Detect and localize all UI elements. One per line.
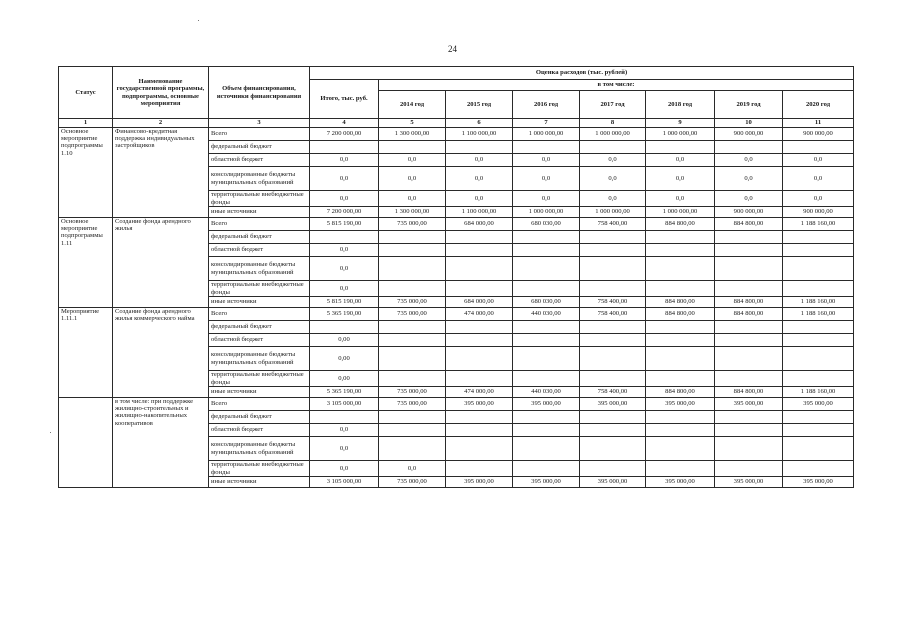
table-row (59, 308, 854, 321)
funding-source-cell: консолидированные бюджеты муниципальных образований (209, 437, 310, 461)
year-value-cell: 1 000 000,00 (646, 128, 715, 141)
status-cell: Основное мероприятие подпрограммы 1.11 (59, 218, 113, 308)
year-value-cell (379, 231, 446, 244)
year-value-cell: 0,0 (379, 167, 446, 191)
funding-source-cell: областной бюджет (209, 154, 310, 167)
year-value-cell: 0,0 (783, 167, 854, 191)
year-value-cell (646, 437, 715, 461)
year-value-cell (715, 424, 783, 437)
scan-speck (198, 20, 199, 21)
header-estimate: Оценка расходов (тыс. рублей) (310, 67, 854, 80)
funding-source-cell: консолидированные бюджеты муниципальных образований (209, 347, 310, 371)
year-value-cell (513, 347, 580, 371)
year-value-cell: 1 300 000,00 (379, 128, 446, 141)
year-value-cell: 0,0 (715, 167, 783, 191)
year-value-cell: 0,0 (646, 167, 715, 191)
year-value-cell (783, 437, 854, 461)
header-year: 2019 год (715, 91, 783, 119)
year-value-cell: 884 800,00 (646, 308, 715, 321)
funding-source-cell: консолидированные бюджеты муниципальных образований (209, 257, 310, 281)
year-value-cell (715, 437, 783, 461)
funding-source-cell: федеральный бюджет (209, 141, 310, 154)
year-value-cell (446, 461, 513, 477)
header-year: 2015 год (446, 91, 513, 119)
total-value-cell: 0,00 (310, 334, 379, 347)
year-value-cell (783, 424, 854, 437)
year-value-cell (513, 231, 580, 244)
year-value-cell (580, 244, 646, 257)
year-value-cell: 395 000,00 (446, 477, 513, 488)
year-value-cell (513, 321, 580, 334)
year-value-cell (580, 437, 646, 461)
year-value-cell (783, 371, 854, 387)
year-value-cell: 680 030,00 (513, 297, 580, 308)
year-value-cell: 1 000 000,00 (513, 128, 580, 141)
year-value-cell (513, 437, 580, 461)
year-value-cell: 0,0 (446, 167, 513, 191)
year-value-cell: 1 188 160,00 (783, 308, 854, 321)
year-value-cell (513, 411, 580, 424)
year-value-cell (646, 244, 715, 257)
header-row (59, 67, 854, 80)
year-value-cell: 735 000,00 (379, 218, 446, 231)
total-value-cell: 5 365 190,00 (310, 387, 379, 398)
year-value-cell: 735 000,00 (379, 387, 446, 398)
year-value-cell (580, 231, 646, 244)
year-value-cell: 0,0 (783, 191, 854, 207)
total-value-cell (310, 141, 379, 154)
year-value-cell (379, 257, 446, 281)
year-value-cell: 395 000,00 (646, 398, 715, 411)
year-value-cell (783, 281, 854, 297)
year-value-cell (783, 411, 854, 424)
year-value-cell: 1 000 000,00 (513, 207, 580, 218)
header-program-name: Наименование государственной программы, подпрограммы, основные мероприятия (113, 67, 209, 119)
year-value-cell: 0,0 (580, 191, 646, 207)
year-value-cell: 0,0 (715, 191, 783, 207)
year-value-cell (715, 461, 783, 477)
year-value-cell (513, 244, 580, 257)
header-year: 2018 год (646, 91, 715, 119)
year-value-cell (580, 411, 646, 424)
total-value-cell: 0,00 (310, 371, 379, 387)
year-value-cell: 680 030,00 (513, 218, 580, 231)
total-value-cell: 0,0 (310, 461, 379, 477)
year-value-cell (513, 334, 580, 347)
year-value-cell: 884 800,00 (715, 218, 783, 231)
year-value-cell (446, 321, 513, 334)
year-value-cell (446, 424, 513, 437)
funding-source-cell: консолидированные бюджеты муниципальных образований (209, 167, 310, 191)
header-including: в том числе: (379, 80, 854, 91)
year-value-cell (715, 411, 783, 424)
year-value-cell (379, 281, 446, 297)
year-value-cell: 1 000 000,00 (580, 128, 646, 141)
year-value-cell (783, 141, 854, 154)
year-value-cell: 395 000,00 (513, 398, 580, 411)
funding-source-cell: федеральный бюджет (209, 231, 310, 244)
funding-source-cell: иные источники (209, 387, 310, 398)
year-value-cell: 900 000,00 (783, 128, 854, 141)
year-value-cell (783, 257, 854, 281)
funding-source-cell: Всего (209, 398, 310, 411)
year-value-cell: 0,0 (646, 191, 715, 207)
year-value-cell (783, 231, 854, 244)
header-funding-volume: Объем финансирования, источники финансирования (209, 67, 310, 119)
year-value-cell: 900 000,00 (715, 128, 783, 141)
year-value-cell: 1 300 000,00 (379, 207, 446, 218)
year-value-cell (446, 257, 513, 281)
year-value-cell: 0,0 (513, 154, 580, 167)
year-value-cell (379, 347, 446, 371)
year-value-cell: 395 000,00 (580, 398, 646, 411)
header-status: Статус (59, 67, 113, 119)
year-value-cell (715, 257, 783, 281)
total-value-cell: 5 815 190,00 (310, 218, 379, 231)
year-value-cell (379, 437, 446, 461)
year-value-cell (715, 334, 783, 347)
total-value-cell: 0,00 (310, 347, 379, 371)
year-value-cell (715, 141, 783, 154)
column-number: 10 (715, 119, 783, 128)
year-value-cell: 735 000,00 (379, 477, 446, 488)
column-number: 11 (783, 119, 854, 128)
year-value-cell (715, 321, 783, 334)
year-value-cell: 395 000,00 (715, 398, 783, 411)
total-value-cell: 0,0 (310, 167, 379, 191)
year-value-cell (379, 424, 446, 437)
year-value-cell (580, 371, 646, 387)
column-number: 6 (446, 119, 513, 128)
year-value-cell: 395 000,00 (783, 398, 854, 411)
year-value-cell: 0,0 (379, 191, 446, 207)
table-row (59, 128, 854, 141)
year-value-cell: 0,0 (446, 191, 513, 207)
year-value-cell: 0,0 (513, 167, 580, 191)
column-number: 9 (646, 119, 715, 128)
year-value-cell (379, 141, 446, 154)
year-value-cell (379, 244, 446, 257)
program-name-cell: в том числе: при поддержке жилищно-строительных и жилищно-накопительных кооперативов (113, 398, 209, 488)
total-value-cell (310, 411, 379, 424)
funding-source-cell: территориальные внебюджетные фонды (209, 281, 310, 297)
year-value-cell (715, 347, 783, 371)
year-value-cell: 884 800,00 (715, 387, 783, 398)
year-value-cell (783, 461, 854, 477)
column-number: 5 (379, 119, 446, 128)
total-value-cell (310, 231, 379, 244)
table-body (59, 128, 854, 488)
year-value-cell: 1 188 160,00 (783, 218, 854, 231)
year-value-cell (646, 411, 715, 424)
year-value-cell (580, 461, 646, 477)
year-value-cell: 0,0 (580, 167, 646, 191)
year-value-cell (580, 424, 646, 437)
year-value-cell (580, 334, 646, 347)
funding-source-cell: федеральный бюджет (209, 411, 310, 424)
funding-source-cell: территориальные внебюджетные фонды (209, 461, 310, 477)
year-value-cell: 884 800,00 (715, 297, 783, 308)
year-value-cell (446, 437, 513, 461)
year-value-cell (446, 281, 513, 297)
column-number-row (59, 119, 854, 128)
status-cell (59, 398, 113, 488)
year-value-cell (646, 347, 715, 371)
funding-source-cell: Всего (209, 308, 310, 321)
header-year: 2020 год (783, 91, 854, 119)
year-value-cell: 758 400,00 (580, 308, 646, 321)
year-value-cell: 735 000,00 (379, 308, 446, 321)
year-value-cell (446, 141, 513, 154)
year-value-cell: 1 100 000,00 (446, 207, 513, 218)
column-number: 1 (59, 119, 113, 128)
year-value-cell (379, 411, 446, 424)
funding-source-cell: областной бюджет (209, 244, 310, 257)
year-value-cell: 1 000 000,00 (646, 207, 715, 218)
year-value-cell: 884 800,00 (646, 297, 715, 308)
year-value-cell (580, 257, 646, 281)
funding-source-cell: территориальные внебюджетные фонды (209, 371, 310, 387)
total-value-cell: 0,0 (310, 154, 379, 167)
year-value-cell: 395 000,00 (446, 398, 513, 411)
year-value-cell: 395 000,00 (783, 477, 854, 488)
total-value-cell: 7 200 000,00 (310, 128, 379, 141)
column-number: 2 (113, 119, 209, 128)
year-value-cell (783, 244, 854, 257)
program-name-cell: Финансово-кредитная поддержка индивидуальных застройщиков (113, 128, 209, 218)
year-value-cell: 395 000,00 (513, 477, 580, 488)
year-value-cell (646, 141, 715, 154)
year-value-cell: 758 400,00 (580, 387, 646, 398)
year-value-cell (379, 371, 446, 387)
year-value-cell: 884 800,00 (715, 308, 783, 321)
year-value-cell (446, 371, 513, 387)
year-value-cell: 0,0 (783, 154, 854, 167)
year-value-cell (580, 281, 646, 297)
year-value-cell (446, 334, 513, 347)
scan-speck (50, 432, 51, 433)
year-value-cell (513, 424, 580, 437)
year-value-cell (715, 244, 783, 257)
year-value-cell (580, 347, 646, 371)
year-value-cell (646, 257, 715, 281)
year-value-cell: 684 000,00 (446, 297, 513, 308)
year-value-cell (446, 411, 513, 424)
header-total: Итого, тыс. руб. (310, 80, 379, 119)
total-value-cell: 0,0 (310, 437, 379, 461)
funding-source-cell: федеральный бюджет (209, 321, 310, 334)
year-value-cell: 0,0 (513, 191, 580, 207)
year-value-cell: 474 000,00 (446, 308, 513, 321)
year-value-cell: 1 188 160,00 (783, 297, 854, 308)
header-year: 2014 год (379, 91, 446, 119)
year-value-cell (783, 321, 854, 334)
program-name-cell: Создание фонда арендного жилья коммерческого найма (113, 308, 209, 398)
total-value-cell: 0,0 (310, 257, 379, 281)
year-value-cell: 684 000,00 (446, 218, 513, 231)
total-value-cell: 0,0 (310, 244, 379, 257)
total-value-cell: 0,0 (310, 281, 379, 297)
year-value-cell (580, 321, 646, 334)
year-value-cell (513, 141, 580, 154)
year-value-cell: 884 800,00 (646, 218, 715, 231)
year-value-cell (379, 321, 446, 334)
column-number: 4 (310, 119, 379, 128)
year-value-cell: 0,0 (379, 461, 446, 477)
total-value-cell: 0,0 (310, 424, 379, 437)
year-value-cell: 735 000,00 (379, 398, 446, 411)
year-value-cell (715, 281, 783, 297)
year-value-cell: 0,0 (379, 154, 446, 167)
year-value-cell: 1 100 000,00 (446, 128, 513, 141)
year-value-cell (715, 371, 783, 387)
funding-source-cell: иные источники (209, 297, 310, 308)
year-value-cell (379, 334, 446, 347)
year-value-cell (513, 281, 580, 297)
total-value-cell (310, 321, 379, 334)
year-value-cell: 440 030,00 (513, 387, 580, 398)
table-row (59, 398, 854, 411)
total-value-cell: 5 365 190,00 (310, 308, 379, 321)
funding-source-cell: территориальные внебюджетные фонды (209, 191, 310, 207)
column-number: 3 (209, 119, 310, 128)
year-value-cell (513, 371, 580, 387)
year-value-cell (715, 231, 783, 244)
year-value-cell: 1 188 160,00 (783, 387, 854, 398)
year-value-cell: 1 000 000,00 (580, 207, 646, 218)
year-value-cell (646, 334, 715, 347)
total-value-cell: 3 105 000,00 (310, 477, 379, 488)
total-value-cell: 3 105 000,00 (310, 398, 379, 411)
total-value-cell: 5 815 190,00 (310, 297, 379, 308)
total-value-cell: 0,0 (310, 191, 379, 207)
year-value-cell: 395 000,00 (646, 477, 715, 488)
year-value-cell (513, 461, 580, 477)
year-value-cell: 395 000,00 (715, 477, 783, 488)
year-value-cell: 900 000,00 (783, 207, 854, 218)
year-value-cell (646, 281, 715, 297)
year-value-cell (513, 257, 580, 281)
year-value-cell (446, 244, 513, 257)
year-value-cell: 0,0 (646, 154, 715, 167)
year-value-cell: 758 400,00 (580, 218, 646, 231)
year-value-cell (783, 347, 854, 371)
column-number: 7 (513, 119, 580, 128)
funding-source-cell: Всего (209, 218, 310, 231)
total-value-cell: 7 200 000,00 (310, 207, 379, 218)
year-value-cell (646, 461, 715, 477)
year-value-cell (783, 334, 854, 347)
year-value-cell: 0,0 (446, 154, 513, 167)
year-value-cell (646, 321, 715, 334)
header-year: 2017 год (580, 91, 646, 119)
year-value-cell: 884 800,00 (646, 387, 715, 398)
funding-source-cell: иные источники (209, 207, 310, 218)
budget-table (58, 66, 854, 488)
year-value-cell (446, 347, 513, 371)
page-number: 24 (448, 44, 457, 54)
year-value-cell: 900 000,00 (715, 207, 783, 218)
status-cell: Мероприятие 1.11.1 (59, 308, 113, 398)
year-value-cell (646, 231, 715, 244)
funding-source-cell: областной бюджет (209, 334, 310, 347)
status-cell: Основное мероприятие подпрограммы 1.10 (59, 128, 113, 218)
year-value-cell: 395 000,00 (580, 477, 646, 488)
funding-source-cell: Всего (209, 128, 310, 141)
year-value-cell: 758 400,00 (580, 297, 646, 308)
year-value-cell (446, 231, 513, 244)
funding-source-cell: областной бюджет (209, 424, 310, 437)
year-value-cell: 0,0 (580, 154, 646, 167)
year-value-cell: 0,0 (715, 154, 783, 167)
header-year: 2016 год (513, 91, 580, 119)
year-value-cell (646, 424, 715, 437)
program-name-cell: Создание фонда арендного жилья (113, 218, 209, 308)
year-value-cell (646, 371, 715, 387)
table-row (59, 218, 854, 231)
column-number: 8 (580, 119, 646, 128)
year-value-cell: 474 000,00 (446, 387, 513, 398)
year-value-cell (580, 141, 646, 154)
year-value-cell: 440 030,00 (513, 308, 580, 321)
funding-source-cell: иные источники (209, 477, 310, 488)
year-value-cell: 735 000,00 (379, 297, 446, 308)
